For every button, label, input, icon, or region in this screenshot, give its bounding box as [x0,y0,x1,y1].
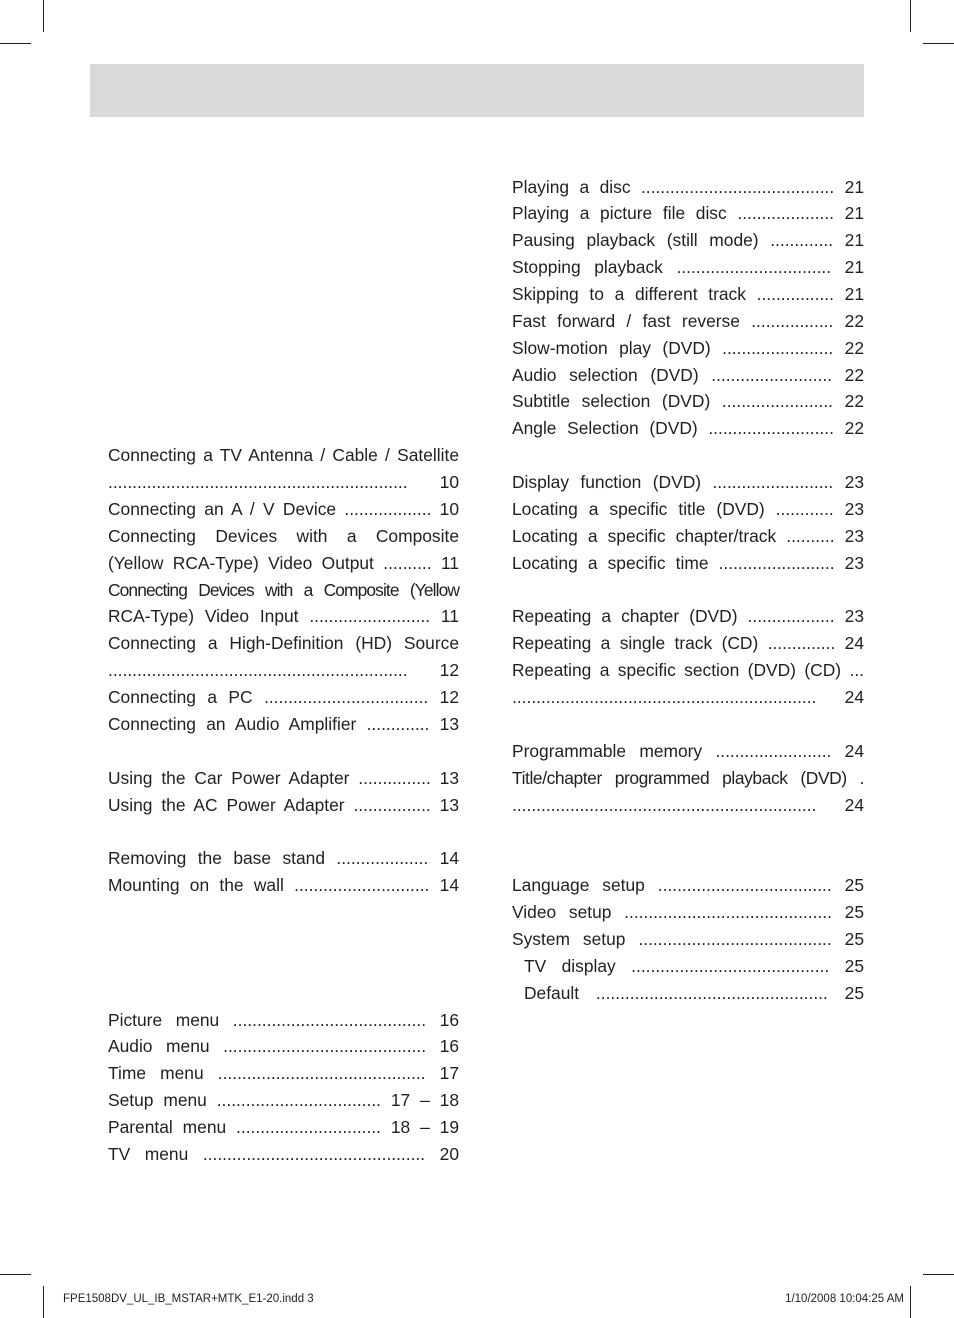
toc-entry: Audio menu .......................................... 16 [108,1036,459,1056]
toc-entry: Connecting a TV Antenna / Cable / Satellite [108,445,459,465]
toc-entry: Connecting Devices with a Composite (Yellow [108,580,459,600]
toc-entry: Display function (DVD) ......................... 23 [512,472,864,492]
toc-entry: Mounting on the wall ............................ 14 [108,875,459,895]
toc-entry: Connecting an Audio Amplifier ............. 13 [108,714,459,734]
toc-entry: Audio selection (DVD) ......................... 22 [512,365,864,385]
toc-entry: Using the AC Power Adapter ................ 13 [108,795,459,815]
toc-entry: Title/chapter programmed playback (DVD) . [512,768,864,788]
crop-mark [923,1274,954,1275]
toc-entry: Playing a disc ........................................ 21 [512,177,864,197]
toc-entry: Video setup ........................................... 25 [512,902,864,922]
crop-mark [43,0,44,32]
footer-file-slug: FPE1508DV_UL_IB_MSTAR+MTK_E1-20.indd 3 [63,1293,314,1305]
toc-entry: ............................................................... 24 [512,687,864,707]
toc-entry: Playing a picture file disc .................... 21 [512,203,864,223]
toc-entry: Programmable memory ........................ 24 [512,741,864,761]
toc-entry: Default ................................................ 25 [524,983,864,1003]
toc-entry: ............................................................... 24 [512,795,864,815]
toc-entry: RCA-Type) Video Input ......................... 11 [108,606,459,626]
toc-entry: Locating a specific time ........................ 23 [512,553,864,573]
toc-entry: Pausing playback (still mode) ............. 21 [512,230,864,250]
toc-entry: TV menu .............................................. 20 [108,1144,459,1164]
toc-entry: Locating a specific title (DVD) ............ 23 [512,499,864,519]
toc-entry: Language setup .................................... 25 [512,875,864,895]
toc-entry: Connecting a PC .................................. 12 [108,687,459,707]
crop-mark [0,1274,31,1275]
toc-entry: Skipping to a different track ................ 21 [512,284,864,304]
toc-entry: Removing the base stand ................... 14 [108,848,459,868]
toc-entry: Slow-motion play (DVD) ....................... 22 [512,338,864,358]
toc-entry: Connecting an A / V Device .................. 10 [108,499,459,519]
toc-entry: Connecting Devices with a Composite [108,526,459,546]
toc-entry: Using the Car Power Adapter ............... 13 [108,768,459,788]
header-band [90,64,864,117]
toc-entry: Repeating a single track (CD) .............. 24 [512,633,864,653]
toc-entry: Time menu ........................................... 17 [108,1063,459,1083]
toc-entry: Repeating a specific section (DVD) (CD) ... [512,660,864,680]
crop-mark [923,43,954,44]
toc-entry: Fast forward / fast reverse ................. 22 [512,311,864,331]
toc-entry: System setup ........................................ 25 [512,929,864,949]
toc-entry: Stopping playback ................................ 21 [512,257,864,277]
footer-datetime: 1/10/2008 10:04:25 AM [785,1293,904,1305]
crop-mark [0,43,31,44]
toc-entry: Subtitle selection (DVD) ....................... 22 [512,391,864,411]
toc-entry: Connecting a High-Definition (HD) Source [108,633,459,653]
toc-entry: .............................................................. 12 [108,660,459,680]
crop-mark [910,0,911,32]
crop-mark [43,1286,44,1318]
toc-entry: (Yellow RCA-Type) Video Output .......... 11 [108,553,459,573]
toc-entry: Picture menu ........................................ 16 [108,1010,459,1030]
toc-entry: Parental menu .............................. 18 – 19 [108,1117,459,1137]
toc-entry: Locating a specific chapter/track .......... 23 [512,526,864,546]
toc-entry: .............................................................. 10 [108,472,459,492]
toc-entry: Repeating a chapter (DVD) .................. 23 [512,606,864,626]
crop-mark [910,1286,911,1318]
toc-entry: Angle Selection (DVD) .......................... 22 [512,418,864,438]
toc-entry: TV display ......................................... 25 [524,956,864,976]
toc-entry: Setup menu .................................. 17 – 18 [108,1090,459,1110]
